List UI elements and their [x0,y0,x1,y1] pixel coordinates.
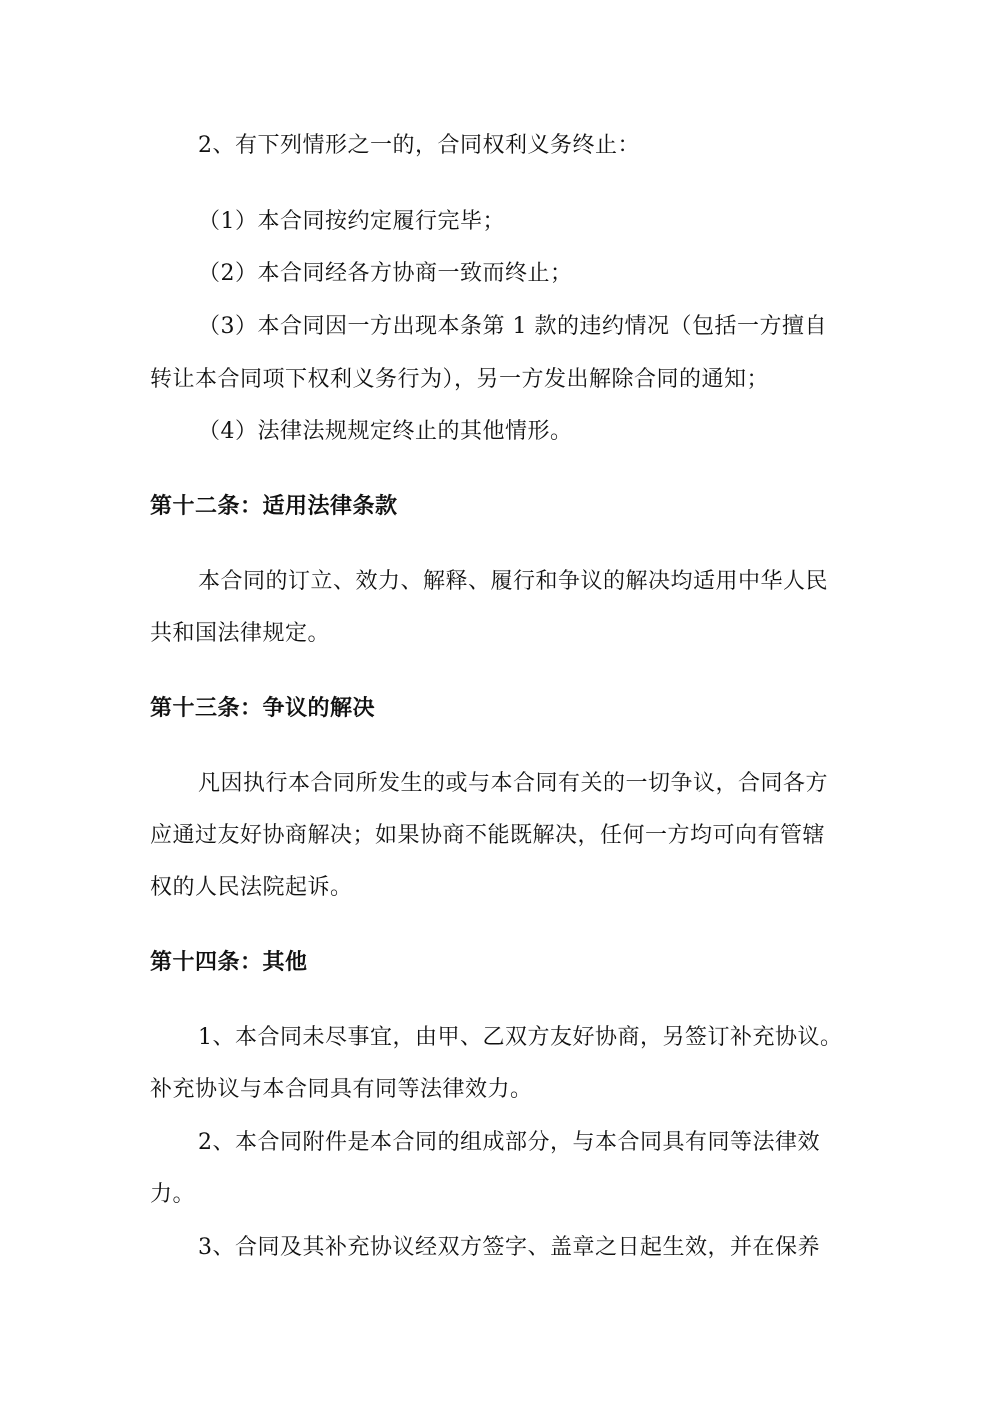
termination-item-3-line-1: （3）本合同因一方出现本条第 1 款的违约情况（包括一方擅自 [198,314,827,339]
article-14-p1-line-1: 1、本合同未尽事宜，由甲、乙双方友好协商，另签订补充协议。 [198,1025,843,1050]
termination-intro: 2、有下列情形之一的，合同权利义务终止： [198,133,640,158]
article-13-line-3: 权的人民法院起诉。 [150,875,353,900]
termination-item-3-line-2: 转让本合同项下权利义务行为），另一方发出解除合同的通知； [150,367,770,392]
article-12-heading: 第十二条：适用法律条款 [150,494,398,519]
article-13-line-2: 应通过友好协商解决；如果协商不能既解决，任何一方均可向有管辖 [150,823,826,848]
article-14-p1-line-2: 补充协议与本合同具有同等法律效力。 [150,1077,533,1102]
article-13-line-1: 凡因执行本合同所发生的或与本合同有关的一切争议，合同各方 [198,771,829,796]
article-13-heading: 第十三条：争议的解决 [150,696,376,721]
article-12-line-2: 共和国法律规定。 [150,621,331,646]
article-14-p3-line-1: 3、合同及其补充协议经双方签字、盖章之日起生效，并在保养 [198,1235,820,1260]
article-12-line-1: 本合同的订立、效力、解释、履行和争议的解决均适用中华人民 [198,569,829,594]
article-14-heading: 第十四条：其他 [150,950,308,975]
termination-item-4: （4）法律法规规定终止的其他情形。 [198,419,573,444]
termination-item-1: （1）本合同按约定履行完毕； [198,209,505,234]
article-14-p2-line-2: 力。 [150,1182,196,1207]
termination-item-2: （2）本合同经各方协商一致而终止； [198,261,573,286]
article-14-p2-line-1: 2、本合同附件是本合同的组成部分，与本合同具有同等法律效 [198,1130,820,1155]
